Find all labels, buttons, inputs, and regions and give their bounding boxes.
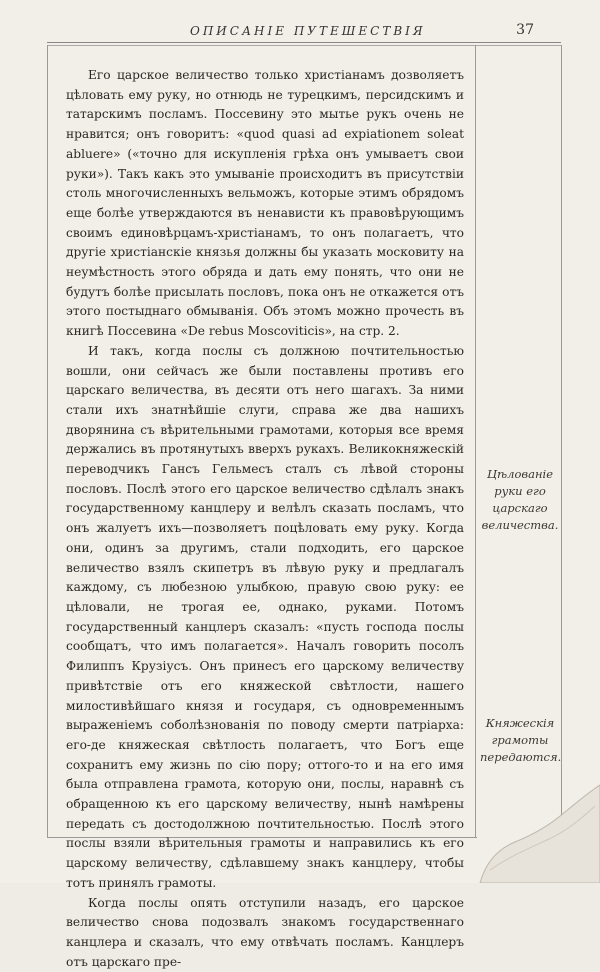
frame-rule-left <box>47 45 48 837</box>
main-text-column <box>66 66 464 972</box>
frame-rule-top <box>47 42 561 43</box>
paragraph-3: Когда послы опять отступили назадъ, его царское величество снова подозвалъ знакомъ государственнаго канцлера и сказалъ, что ему отвѣчать посламъ. Канцлеръ отъ царскаго пре- <box>66 895 464 969</box>
margin-note-letters: Княжескія грамоты передаются. <box>480 716 562 764</box>
margin-column-divider <box>475 45 476 837</box>
frame-rule-top-inner <box>47 45 561 46</box>
torn-corner-icon <box>455 770 600 883</box>
margin-note-hand-kissing: Цѣлованіе руки его царскаго величества. <box>481 467 559 532</box>
running-head <box>0 18 600 42</box>
frame-rule-right <box>561 45 562 825</box>
running-title: ОПИСАНІЕ ПУТЕШЕСТВІЯ <box>190 24 426 38</box>
paragraph-2: И такъ, когда послы съ должною почтительностью вошли, они сейчасъ же были поставлены противъ его царскаго величества, въ десяти отъ него шагахъ. За ними стали ихъ знатнѣйшіе слуги, справа же два нашихъ дворянина съ вѣрительными грамотами, которыя все время держались въ протянутыхъ вверхъ рукахъ. Великокняжескій переводчикъ Гансъ Гельмесъ сталъ съ лѣвой стороны пословъ. Послѣ этого его царское величество сдѣлалъ знакъ государственному канцлеру и велѣлъ сказать посламъ, что онъ жалуетъ ихъ—позволяетъ поцѣловать ему руку. Когда они, одинъ за другимъ, стали подходить, его царское величество взялъ скипетръ въ лѣвую руку и предлагалъ каждому, съ любезною улыбкою, правую свою руку: ее цѣловали, не трогая ее, однако, руками. Потомъ государственный канцлеръ сказалъ: «пусть господа послы сообщатъ, что имъ полагается». Началъ говорить посолъ Филиппъ Крузіусъ. Онъ принесъ его царскому величеству привѣтствіе отъ его княжеской свѣтлости, нашего милостивѣйшаго князя и государя, съ одновременнымъ выраженіемъ соболѣзнованія по поводу смерти патріарха: его-де княжеская свѣтлость полагаетъ, что Богъ еще сохранитъ ему жизнь по сію пору; оттого-то и на его имя была отправлена грамота, которую они, послы, наравнѣ съ обращенною къ его царскому величеству, нынѣ намѣрены передать съ достодолжною почтительностью. Послѣ этого послы взяли вѣрительныя грамоты и направились къ его царскому величеству, сдѣлавшему знакъ канцлеру, чтобы тотъ принялъ грамоты. <box>66 343 464 890</box>
paragraph-1: Его царское величество только христіанамъ дозволяетъ цѣловать ему руку, но отнюдь не турецкимъ, персидскимъ и татарскимъ посламъ. Поссевину это мытье рукъ очень не нравится; онъ говоритъ: «quod quasi ad expiationem soleat abluere» («точно для искупленія грѣха онъ умываетъ свои руки»). Такъ какъ это умываніе происходитъ въ присутствіи столь многочисленныхъ вельможъ, которые этимъ обрядомъ еще болѣе утверждаются въ ненависти къ правовѣрующимъ своимъ единовѣрцамъ-христіанамъ, то онъ полагаетъ, что другіе христіанскіе князья должны бы указать московиту на неумѣстность этого обряда и дать ему понять, что они не будутъ болѣе присылать пословъ, пока онъ не откажется отъ этого постыднаго обмыванія. Объ этомъ можно прочесть въ книгѣ Поссевина «De rebus Moscoviticis», на стр. 2. <box>66 68 464 339</box>
page-number: 37 <box>516 22 534 38</box>
